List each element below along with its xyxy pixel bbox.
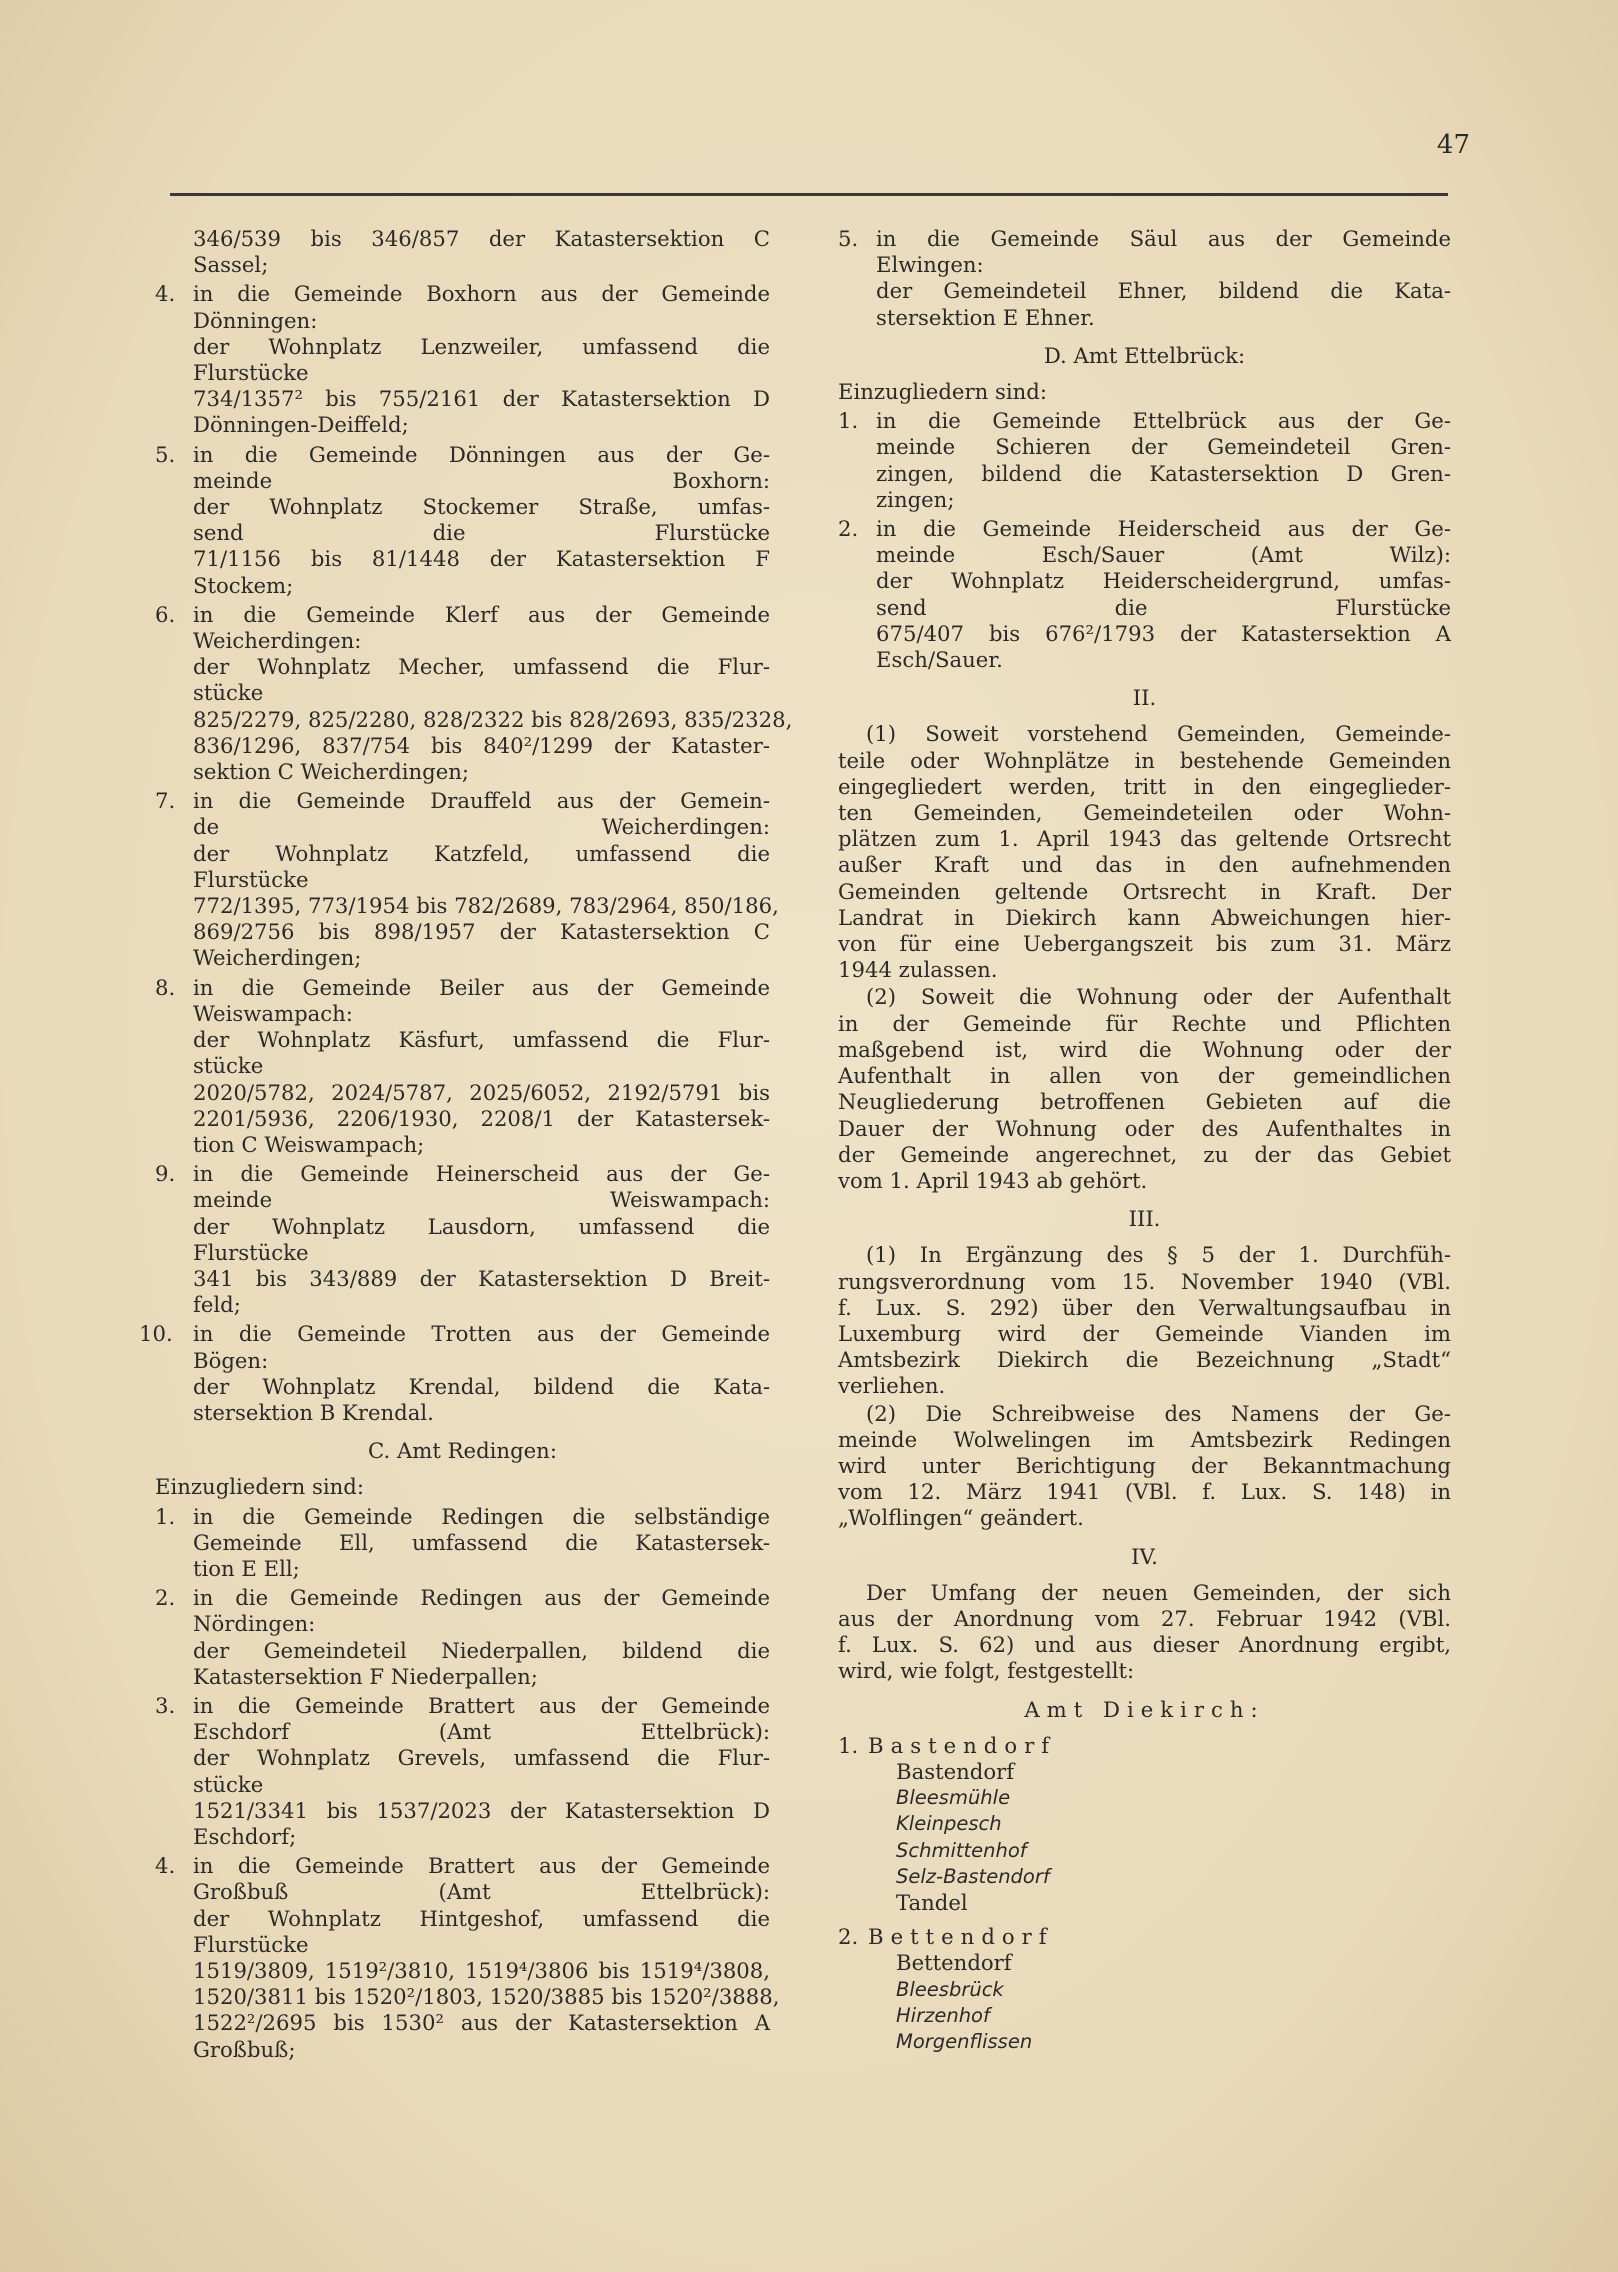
list-item [838,226,1451,331]
text-line: der Wohnplatz Lausdorn, umfassend die [193,1213,770,1239]
text-line: 675/407 bis 676²/1793 der Katastersektion A [876,620,1451,646]
place-name: Bettendorf [896,1950,1012,1976]
list-item [155,1693,770,1850]
text-line: in die Gemeinde Boxhorn aus der Gemeinde [193,281,770,307]
text-line: Katastersektion F Niederpallen; [193,1663,538,1689]
text-line: Flurstücke [193,360,309,386]
list-item [155,442,770,599]
text-line: Esch/Sauer. [876,647,1003,673]
text-line: send die Flurstücke [193,520,770,546]
gemeinde-heading [838,1733,1451,1759]
text-line: 71/1156 bis 81/1448 der Katastersektion F [193,546,770,572]
text-line: der Wohnplatz Stockemer Straße, umfas- [193,494,770,520]
paragraph [838,984,1451,1194]
gemeinde-heading [838,1924,1451,1950]
text-line: 869/2756 bis 898/1957 der Katastersektion C [193,919,770,945]
text-line: der Wohnplatz Heiderscheidergrund, umfas- [876,568,1451,594]
item-number: 1. [155,1503,176,1529]
text-line: Dauer der Wohnung oder des Aufenthaltes in [838,1115,1451,1141]
text-line: der Gemeinde angerechnet, zu der das Gebiet [838,1141,1451,1167]
text-line: der Wohnplatz Katzfeld, umfassend die [193,840,770,866]
text-line: tion C Weiswampach; [193,1131,425,1157]
text-line: Weicherdingen; [193,945,362,971]
text-line: Flurstücke [193,1931,309,1957]
wohnplatz-name: Morgenflissen [896,2030,1033,2053]
text-line: f. Lux. S. 292) über den Verwaltungsaufbau in [838,1294,1451,1320]
section-heading: IV. [1131,1543,1158,1569]
item-number: 5. [155,441,176,467]
text-line: Dönningen: [193,307,318,333]
section-heading: D. Amt Ettelbrück: [1043,342,1246,368]
text-line: send die Flurstücke [876,594,1451,620]
text-line: der Wohnplatz Krendal, bildend die Kata- [193,1373,770,1399]
text-line: in die Gemeinde Trotten aus der Gemeinde [193,1321,770,1347]
text-line: teile oder Wohnplätze in bestehende Gemeinden [838,747,1451,773]
text-line: sektion C Weicherdingen; [193,759,470,785]
list-item [139,1321,770,1426]
item-number: 2. [155,1585,176,1611]
text-line: eingegliedert werden, tritt in den eingeglieder- [838,773,1451,799]
text-line: der Wohnplatz Käsfurt, umfassend die Flur- [193,1027,770,1053]
text-line: 734/1357² bis 755/2161 der Katastersektion D [193,386,770,412]
item-number: 2. [838,516,859,542]
text-line: meinde Wolwelingen im Amtsbezirk Redingen [838,1426,1451,1452]
text-line: rungsverordnung vom 15. November 1940 (VBl. [838,1268,1451,1294]
gemeinde-number: 1. [838,1732,859,1758]
list-item [155,281,770,438]
text-line: vom 1. April 1943 ab gehört. [838,1167,1148,1193]
text-line: aus der Anordnung vom 27. Februar 1942 (VBl. [838,1605,1451,1631]
item-number: 9. [155,1161,176,1187]
wohnplatz-name: Kleinpesch [896,1812,1002,1836]
text-line: 772/1395, 773/1954 bis 782/2689, 783/2964, 850/186, [193,893,779,919]
text-line: 346/539 bis 346/857 der Katastersektion C [193,226,770,251]
list-item [155,788,779,971]
list-item [838,516,1451,673]
section-heading: Amt Diekirch: [1024,1696,1265,1722]
text-line: „Wolflingen“ geändert. [838,1505,1084,1531]
text-line: f. Lux. S. 62) und aus dieser Anordnung ergibt, [838,1632,1451,1658]
text-line: in die Gemeinde Redingen die selbständige [193,1503,770,1529]
text-line: feld; [193,1292,241,1318]
text-line: Flurstücke [193,1239,309,1265]
item-number: 5. [838,226,859,251]
item-number: 4. [155,281,176,307]
right-column [838,226,1451,2055]
text-line: vom 12. März 1941 (VBl. f. Lux. S. 148) in [838,1479,1451,1505]
text-line: Luxemburg wird der Gemeinde Vianden im [838,1320,1451,1346]
wohnplatz-name: Bleesmühle [896,1786,1011,1810]
text-line: 2201/5936, 2206/1930, 2208/1 der Katastersek- [193,1105,770,1131]
text-line: stersektion B Krendal. [193,1399,434,1425]
text-line: wird, wie folgt, festgestellt: [838,1658,1135,1684]
list-item [155,1161,770,1318]
left-column [139,226,793,2066]
text-line: in der Gemeinde für Rechte und Pflichten [838,1010,1451,1036]
gemeinde-name: Bastendorf [868,1732,1057,1758]
text-line: in die Gemeinde Heiderscheid aus der Ge- [876,516,1451,542]
paragraph [838,721,1451,983]
text-line: tion E Ell; [193,1555,300,1581]
list-item [838,408,1451,513]
text-line: in die Gemeinde Beiler aus der Gemeinde [193,974,770,1000]
list-item [155,975,770,1158]
paragraph [838,1242,1451,1399]
wohnplatz-name: Selz-Bastendorf [896,1864,1050,1888]
text-line: in die Gemeinde Heinerscheid aus der Ge- [193,1161,770,1187]
text-line: zingen, bildend die Katastersektion D Gren- [876,460,1451,486]
text-line: in die Gemeinde Redingen aus der Gemeinde [193,1585,770,1611]
text-line: der Wohnplatz Grevels, umfassend die Flur- [193,1745,770,1771]
text-line: Dönningen-Deiffeld; [193,412,409,438]
text-line: de Weicherdingen: [193,814,770,840]
text-line: (1) Soweit vorstehend Gemeinden, Gemeinde- [866,721,1451,747]
text-line: der Gemeindeteil Niederpallen, bildend die [193,1637,770,1663]
text-line: 1944 zulassen. [838,957,998,983]
page-number: 47 [1436,130,1470,160]
list-item [155,1585,770,1690]
text-line: in die Gemeinde Säul aus der Gemeinde [876,226,1451,251]
text-line: zingen; [876,486,955,512]
text-line: Gemeinde Ell, umfassend die Katastersek- [193,1529,770,1555]
text-line: Gemeinden geltende Ortsrecht in Kraft. Der [838,878,1451,904]
section-heading: III. [1128,1206,1161,1232]
text-line: (2) Die Schreibweise des Namens der Ge- [866,1400,1451,1426]
text-line: Flurstücke [193,866,309,892]
gemeinde-number: 2. [838,1924,859,1950]
text-line: Weiswampach: [193,1000,353,1026]
wohnplatz-name: Bleesbrück [896,1977,1004,2001]
text-line: der Wohnplatz Mecher, umfassend die Flur- [193,654,770,680]
text-line: meinde Boxhorn: [193,467,770,493]
text-line: in die Gemeinde Brattert aus der Gemeinde [193,1692,770,1718]
item-number: 4. [155,1853,176,1879]
text-line: Eschdorf; [193,1823,297,1849]
text-line: wird unter Berichtigung der Bekanntmachung [838,1452,1451,1478]
text-line: ten Gemeinden, Gemeindeteilen oder Wohn- [838,800,1451,826]
text-line: der Wohnplatz Hintgeshof, umfassend die [193,1905,770,1931]
intro-text: Einzugliedern sind: [155,1474,364,1500]
list-item [155,1853,780,2063]
gemeinde-entry [838,1924,1451,2055]
text-line: Eschdorf (Amt Ettelbrück): [193,1719,770,1745]
text-line: Weicherdingen: [193,628,362,654]
text-line: in die Gemeinde Dönningen aus der Ge- [193,441,770,467]
text-line: Landrat in Diekirch kann Abweichungen hier- [838,904,1451,930]
text-line: 1519/3809, 1519²/3810, 1519⁴/3806 bis 1519⁴/3808, [193,1958,770,1983]
text-line: in die Gemeinde Klerf aus der Gemeinde [193,601,770,627]
paragraph [838,1580,1451,1685]
text-line: stücke [193,1053,264,1079]
text-line: 341 bis 343/889 der Katastersektion D Breit- [193,1265,770,1291]
text-line: stücke [193,1771,264,1797]
item-number: 1. [838,408,859,434]
text-line: 1521/3341 bis 1537/2023 der Katastersektion D [193,1797,770,1823]
text-line: Nördingen: [193,1611,316,1637]
text-line: Amtsbezirk Diekirch die Bezeichnung „Stadt“ [838,1347,1451,1373]
wohnplatz-name: Hirzenhof [896,2003,990,2027]
text-line: verliehen. [838,1373,946,1399]
place-name: Tandel [896,1889,968,1915]
text-line: (2) Soweit die Wohnung oder der Aufenthalt [866,984,1451,1010]
text-line: Der Umfang der neuen Gemeinden, der sich [866,1579,1451,1605]
section-heading: II. [1132,685,1157,711]
item-number: 8. [155,974,176,1000]
wohnplatz-name: Schmittenhof [896,1838,1027,1862]
place-name: Bastendorf [896,1758,1015,1784]
text-line: meinde Weiswampach: [193,1187,770,1213]
item-number: 3. [155,1692,176,1718]
text-line: meinde Schieren der Gemeindeteil Gren- [876,434,1451,460]
text-line: von für eine Uebergangszeit bis zum 31. März [838,931,1451,957]
text-line: (1) In Ergänzung des § 5 der 1. Durchfüh- [866,1242,1451,1268]
text-line: 1522²/2695 bis 1530² aus der Katastersektion A [193,2010,770,2036]
text-line: der Gemeindeteil Ehner, bildend die Kata- [876,278,1451,304]
list-item [155,601,793,785]
paragraph [838,1401,1451,1532]
text-line: Neugliederung betroffenen Gebieten auf die [838,1089,1451,1115]
text-line: 825/2279, 825/2280, 828/2322 bis 828/2693, 835/2328, [193,706,793,732]
text-line: stersektion E Ehner. [876,304,1095,330]
text-line: 836/1296, 837/754 bis 840²/1299 der Kataster- [193,732,770,758]
item-number: 7. [155,788,176,814]
text-line: Stockem; [193,572,294,598]
text-line: in die Gemeinde Ettelbrück aus der Ge- [876,408,1451,434]
text-line: außer Kraft und das in den aufnehmenden [838,852,1451,878]
text-line: stücke [193,680,264,706]
intro-text: Einzugliedern sind: [838,379,1047,405]
item-number: 10. [139,1321,173,1347]
text-line: Bögen: [193,1347,269,1373]
text-line: Großbuß (Amt Ettelbrück): [193,1879,770,1905]
text-line: 2020/5782, 2024/5787, 2025/6052, 2192/5791 bis [193,1079,770,1105]
text-line: Sassel; [193,252,269,278]
gemeinde-name: Bettendorf [868,1924,1054,1950]
text-line: meinde Esch/Sauer (Amt Wilz): [876,542,1451,568]
text-line: Elwingen: [876,252,984,278]
text-line: Aufenthalt in allen von der gemeindlichen [838,1063,1451,1089]
gemeinde-entry [838,1733,1451,1916]
text-line: in die Gemeinde Brattert aus der Gemeinde [193,1853,770,1879]
list-item-continuation [155,226,770,278]
header-rule [170,193,1448,196]
section-heading: C. Amt Redingen: [368,1438,557,1464]
text-line: in die Gemeinde Drauffeld aus der Gemein- [193,788,770,814]
text-line: maßgebend ist, wird die Wohnung oder der [838,1036,1451,1062]
item-number: 6. [155,601,176,627]
text-line: der Wohnplatz Lenzweiler, umfassend die [193,333,770,359]
text-line: 1520/3811 bis 1520²/1803, 1520/3885 bis 1520²/3888, [193,1984,780,2010]
text-line: plätzen zum 1. April 1943 das geltende Ortsrecht [838,826,1451,852]
list-item [155,1504,770,1583]
text-line: Großbuß; [193,2036,296,2062]
